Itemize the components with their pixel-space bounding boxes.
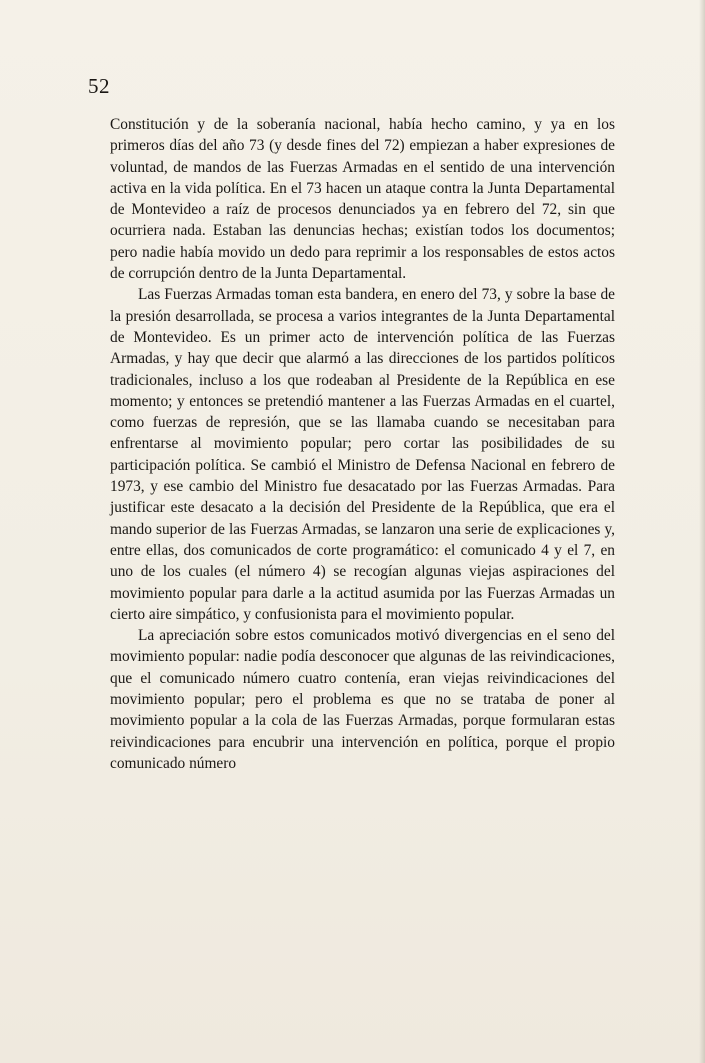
body-text [110,114,615,774]
page-edge-shadow [699,0,705,1063]
page-number: 52 [88,74,110,98]
paragraph: Constitución y de la soberanía nacional, había hecho camino, y ya en los primeros días del año 73 (y desde fines del 72) empiezan a haber expresiones de voluntad, de mandos de las Fuerzas Armadas en el sentido de una intervención activa en la vida política. En el 73 hacen un ataque contra la Junta Departamental de Montevideo a raíz de procesos denunciados ya en febrero del 72, sin que ocurriera nada. Estaban las denuncias hechas; existían todos los documentos; pero nadie había movido un dedo para reprimir a los responsables de estos actos de corrupción dentro de la Junta Departamental. [110,116,615,283]
paragraph: Las Fuerzas Armadas toman esta bandera, en enero del 73, y sobre la base de la presión desarrollada, se procesa a varios integrantes de la Junta Departamental de Montevideo. Es un primer acto de intervención política de las Fuerzas Armadas, y hay que decir que alarmó a las direcciones de los partidos políticos tradicionales, incluso a los que rodeaban al Presidente de la República en ese momento; y entonces se pretendió mantener a las Fuerzas Armadas en el cuartel, como fuerzas de represión, que se las llamaba cuando se necesitaban para enfrentarse al movimiento popular; pero cortar las posibilidades de su participación política. Se cambió el Ministro de Defensa Nacional en febrero de 1973, y ese cambio del Ministro fue desacatado por las Fuerzas Armadas. Para justificar este desacato a la decisión del Presidente de la República, que era el mando superior de las Fuerzas Armadas, se lanzaron una serie de explicaciones y, entre ellas, dos comunicados de corte programático: el comunicado 4 y el 7, en uno de los cuales (el número 4) se recogían algunas viejas aspiraciones del movimiento popular para darle a la actitud asumida por las Fuerzas Armadas un cierto aire simpático, y confusionista para el movimiento popular. [110,286,615,623]
paragraph: La apreciación sobre estos comunicados motivó divergencias en el seno del movimiento popular: nadie podía desconocer que algunas de las reivindicaciones, que el comunicado número cuatro contenía, eran viejas reivindicaciones del movimiento popular; pero el problema es que no se trataba de poner al movimiento popular a la cola de las Fuerzas Armadas, porque formularan estas reivindicaciones para encubrir una intervención en política, porque el propio comunicado número [110,627,615,772]
